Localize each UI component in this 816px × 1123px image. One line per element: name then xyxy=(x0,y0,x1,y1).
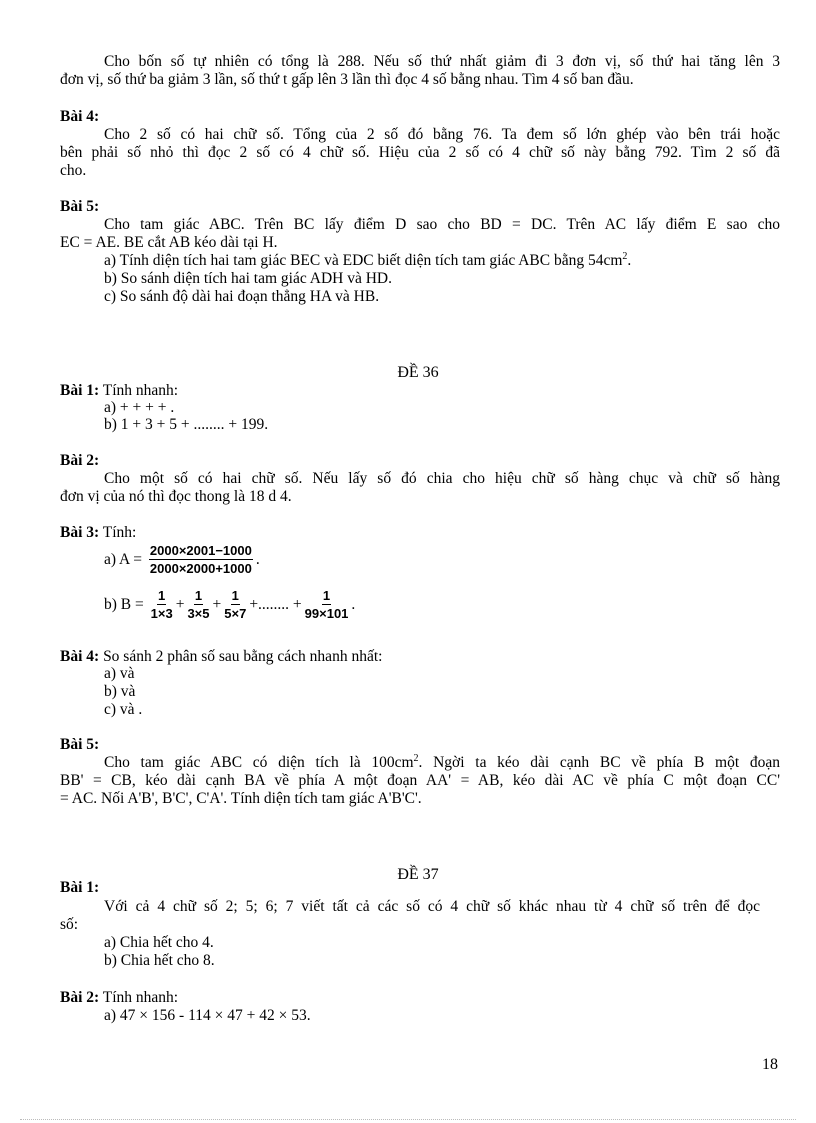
de36-bai4-label: So sánh 2 phân số sau bằng cách nhanh nhất: xyxy=(99,648,383,665)
de36-bai5-line-2: BB' = CB, kéo dài cạnh BA về phía A một đoạn AA' = AB, kéo dài AC về phía C một đoạn CC' xyxy=(60,772,780,789)
de36-bai5-title: Bài 5: xyxy=(60,736,100,753)
de37-bai2-label: Tính nhanh: xyxy=(99,989,179,1006)
de36-bai3-a xyxy=(104,543,260,577)
de37-bai1-a: a) Chia hết cho 4. xyxy=(104,934,214,951)
dots: +........ + xyxy=(249,596,302,613)
l1-end: . Ngời ta kéo dài cạnh BC về phía B một đoạn xyxy=(418,754,781,771)
de36-bai4-c: c) và . xyxy=(104,701,143,718)
bai5-line-1: Cho tam giác ABC. Trên BC lấy điểm D sao cho BD = DC. Trên AC lấy điểm E sao cho xyxy=(104,216,780,233)
de36-bai5-line-1 xyxy=(104,754,780,772)
fraction-2 xyxy=(187,588,209,622)
bai5-a-sup: 2 xyxy=(622,250,628,262)
de36-bai2-line-1: Cho một số có hai chữ số. Nếu lấy số đó chia cho hiệu chữ số hàng chục và chữ số hàng xyxy=(104,470,780,487)
prev-intro-line-1: Cho bốn số tự nhiên có tổng là 288. Nếu số thứ nhất giảm đi 3 đơn vị, số thứ hai tăng lên 3 xyxy=(104,53,780,70)
plus: + xyxy=(212,596,222,613)
fraction-3 xyxy=(224,588,246,622)
de37-bai1-title: Bài 1: xyxy=(60,879,100,896)
page-bottom-divider xyxy=(20,1119,796,1120)
fraction-denominator: 1×3 xyxy=(150,606,173,622)
de36-bai3-b xyxy=(104,588,355,622)
de36-bai3 xyxy=(60,524,780,542)
de37-bai2-a: a) 47 × 156 - 114 × 47 + 42 × 53. xyxy=(104,1007,311,1024)
bai5-title: Bài 5: xyxy=(60,198,100,215)
bai5-line-2: EC = AE. BE cắt AB kéo dài tại H. xyxy=(60,234,278,251)
fraction-denominator: 2000×2000+1000 xyxy=(149,561,252,577)
fraction-numerator: 1 xyxy=(231,588,239,604)
fraction-numerator: 1 xyxy=(158,588,166,604)
de36-bai2-title: Bài 2: xyxy=(60,452,100,469)
fraction-denominator: 99×101 xyxy=(304,606,349,622)
b-end: . xyxy=(351,596,356,613)
de36-bai2-line-2: đơn vị của nó thì đọc thong là 18 d 4. xyxy=(60,488,292,505)
de36-bai3-title: Bài 3: xyxy=(60,524,100,541)
b-prefix: b) B = xyxy=(104,596,148,613)
de36-bai5-line-3: = AC. Nối A'B', B'C', C'A'. Tính diện tích tam giác A'B'C'. xyxy=(60,790,422,807)
bai5-a-end: . xyxy=(627,252,632,269)
bai5-item-a xyxy=(104,252,631,270)
de37-bai1-line-1: Với cả 4 chữ số 2; 5; 6; 7 viết tất cả các số có 4 chữ số khác nhau từ 4 chữ số trên để đọc xyxy=(104,898,760,915)
prev-intro-line-2: đơn vị, số thứ ba giảm 3 lần, số thứ t gấp lên 3 lần thì đọc 4 số bằng nhau. Tìm 4 số ban đầu. xyxy=(60,71,634,88)
bai5-item-c: c) So sánh độ dài hai đoạn thẳng HA và HB. xyxy=(104,288,380,305)
a-prefix: a) A = xyxy=(104,551,146,568)
bai4-title: Bài 4: xyxy=(60,108,100,125)
de36-bai1-b: b) 1 + 3 + 5 + ........ + 199. xyxy=(104,416,269,433)
page-number: 18 xyxy=(762,1056,778,1073)
l1-sup: 2 xyxy=(413,752,419,764)
bai4-line-3: cho. xyxy=(60,162,87,179)
bai5-item-b: b) So sánh diện tích hai tam giác ADH và HD. xyxy=(104,270,392,287)
l1: Cho tam giác ABC có diện tích là 100cm xyxy=(104,754,414,771)
de37-heading: ĐỀ 37 xyxy=(397,866,439,883)
fraction-denominator: 5×7 xyxy=(224,606,247,622)
de36-bai1-label: Tính nhanh: xyxy=(99,382,179,399)
bai4-line-2: bên phải số nhỏ thì đọc 2 số có 4 chữ số. Hiệu của 2 số có 4 chữ số này bằng 792. Tìm 2 số đã xyxy=(60,144,780,161)
de36-bai1-a: a) + + + + . xyxy=(104,399,175,416)
de36-bai1-title: Bài 1: xyxy=(60,382,100,399)
de36-heading: ĐỀ 36 xyxy=(397,364,439,381)
de36-bai4 xyxy=(60,648,780,666)
bai5-a-text: a) Tính diện tích hai tam giác BEC và EDC biết diện tích tam giác ABC bằng 54cm xyxy=(104,252,623,269)
de37-bai1-b: b) Chia hết cho 8. xyxy=(104,952,215,969)
de36-bai4-title: Bài 4: xyxy=(60,648,100,665)
de37-bai2 xyxy=(60,989,780,1007)
fraction-last xyxy=(305,588,349,622)
bai4-line-1: Cho 2 số có hai chữ số. Tổng của 2 số đó bằng 76. Ta đem số lớn ghép vào bên trái hoặc xyxy=(104,126,780,143)
de36-bai1 xyxy=(60,382,780,400)
fraction-numerator: 1 xyxy=(322,588,331,604)
de36-bai4-b: b) và xyxy=(104,683,136,700)
fraction-numerator: 1 xyxy=(194,588,203,604)
fraction-1 xyxy=(151,588,173,622)
de36-bai3-label: Tính: xyxy=(99,524,137,541)
a-end: . xyxy=(255,551,260,568)
fraction-a xyxy=(149,543,253,577)
de37-bai1-line-2: số: xyxy=(60,916,79,933)
de37-bai2-title: Bài 2: xyxy=(60,989,100,1006)
fraction-numerator: 2000×2001−1000 xyxy=(149,543,252,559)
plus: + xyxy=(175,596,185,613)
fraction-denominator: 3×5 xyxy=(187,606,210,622)
de36-bai4-a: a) và xyxy=(104,665,135,682)
